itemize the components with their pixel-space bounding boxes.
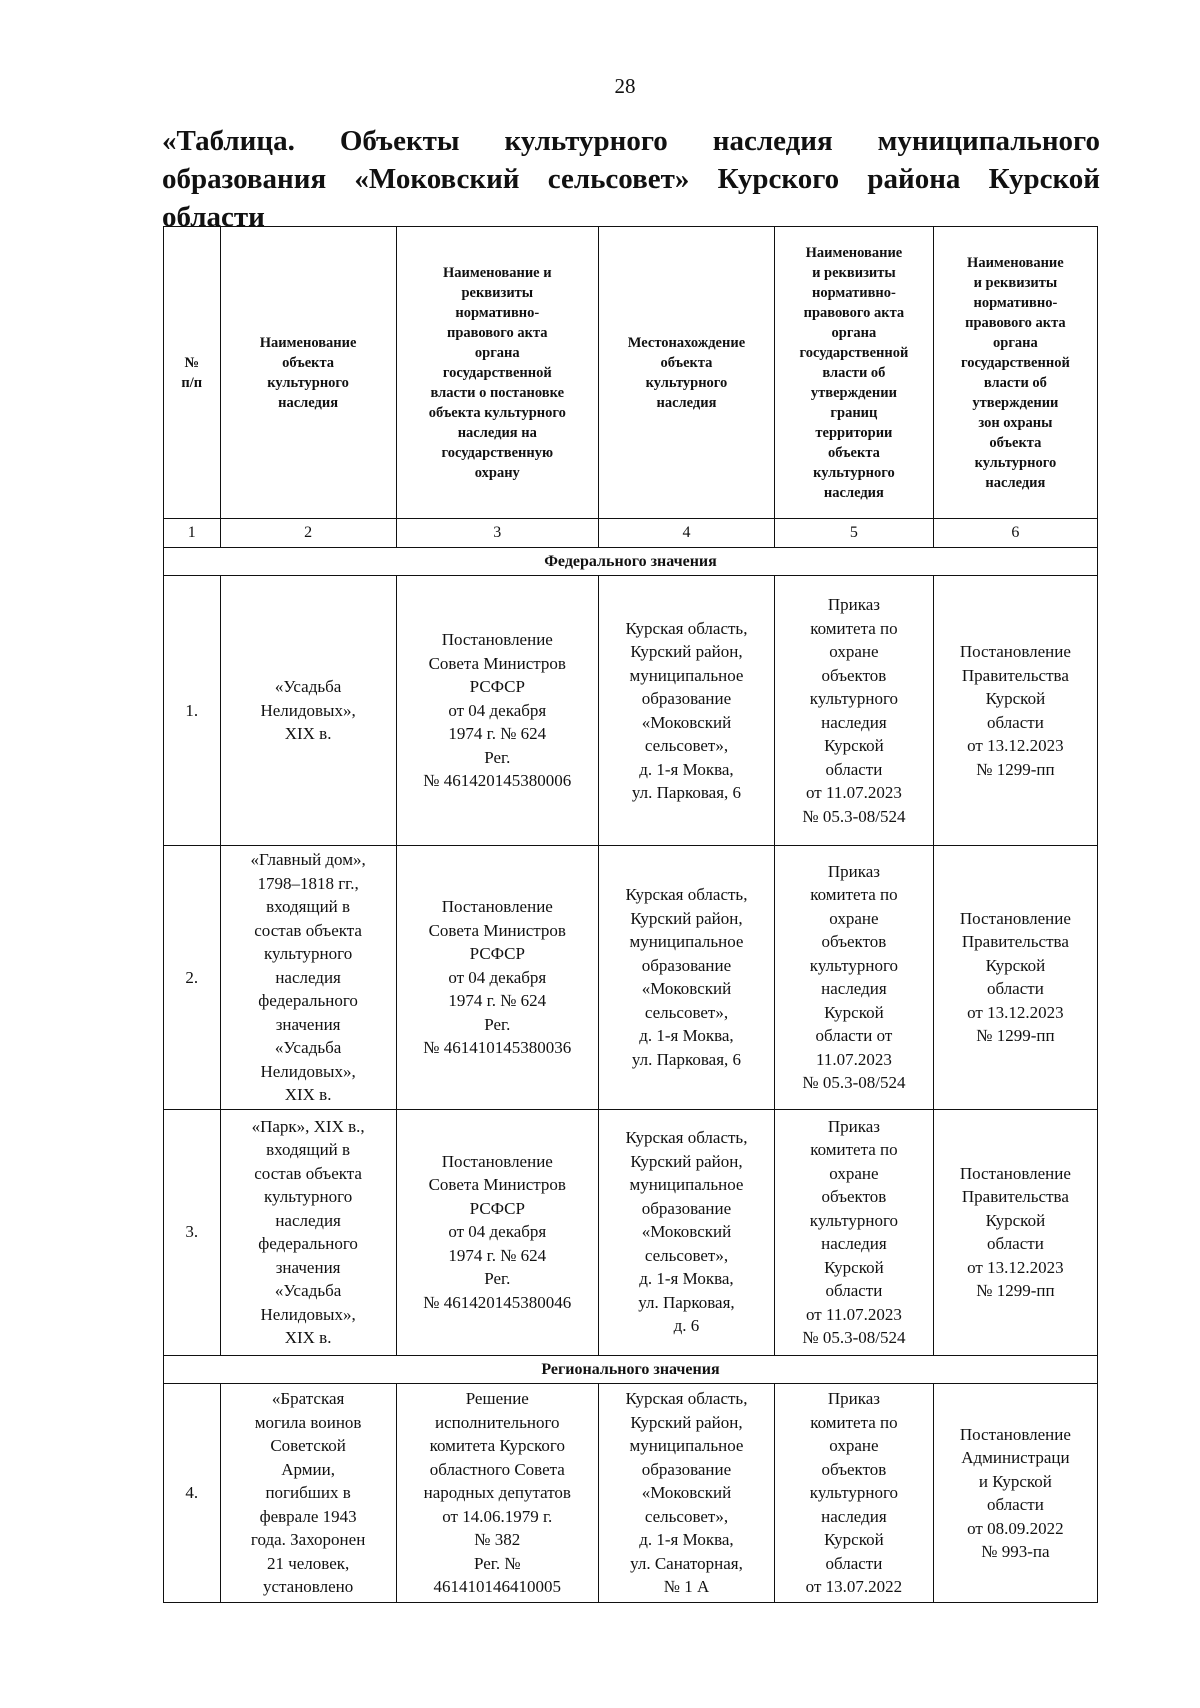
title-line-1: «Таблица. Объекты культурного наследия муниципального xyxy=(162,125,1100,157)
table-header-row xyxy=(164,227,1098,519)
object-name-cell: «Братская могила воинов Советской Армии, погибших в феврале 1943 года. Захоронен 21 человек, установлено xyxy=(220,1384,396,1603)
title-line-2: образования «Моковский сельсовет» Курского района Курской области xyxy=(162,163,1100,233)
header-protection-act: Наименование и реквизиты нормативно- правового акта органа государственной власти о постановке объекта культурного наследия на государственную охрану xyxy=(396,227,598,519)
heritage-table xyxy=(163,226,1098,1603)
header-location: Местонахождение объекта культурного наследия xyxy=(598,227,774,519)
table-row xyxy=(164,846,1098,1110)
borders-act-cell: Приказ комитета по охране объектов культурного наследия Курской области от 13.07.2022 xyxy=(775,1384,934,1603)
object-name-cell: «Усадьба Нелидовых», XIX в. xyxy=(220,576,396,846)
protection-act-cell: Постановление Совета Министров РСФСР от 04 декабря 1974 г. № 624 Рег. № 461420145380046 xyxy=(396,1109,598,1355)
table-row xyxy=(164,1109,1098,1355)
protection-act-cell: Постановление Совета Министров РСФСР от 04 декабря 1974 г. № 624 Рег. № 461410145380036 xyxy=(396,846,598,1110)
column-number: 6 xyxy=(933,519,1097,548)
zones-act-cell: Постановление Правительства Курской области от 13.12.2023 № 1299-пп xyxy=(933,1109,1097,1355)
protection-act-cell: Постановление Совета Министров РСФСР от 04 декабря 1974 г. № 624 Рег. № 461420145380006 xyxy=(396,576,598,846)
zones-act-cell: Постановление Правительства Курской области от 13.12.2023 № 1299-пп xyxy=(933,576,1097,846)
location-cell: Курская область, Курский район, муниципальное образование «Моковский сельсовет», д. 1-я Моква, ул. Парковая, д. 6 xyxy=(598,1109,774,1355)
table-row xyxy=(164,1384,1098,1603)
column-number: 3 xyxy=(396,519,598,548)
header-object-name: Наименование объекта культурного наследия xyxy=(220,227,396,519)
column-number: 4 xyxy=(598,519,774,548)
object-name-cell: «Парк», XIX в., входящий в состав объекта культурного наследия федерального значения «Усадьба Нелидовых», XIX в. xyxy=(220,1109,396,1355)
section-heading-regional: Регионального значения xyxy=(164,1355,1098,1384)
table-row xyxy=(164,576,1098,846)
location-cell: Курская область, Курский район, муниципальное образование «Моковский сельсовет», д. 1-я Моква, ул. Санаторная, № 1 А xyxy=(598,1384,774,1603)
header-borders-act: Наименование и реквизиты нормативно- правового акта органа государственной власти об утверждении границ территории объекта культурного наследия xyxy=(775,227,934,519)
header-number: № п/п xyxy=(164,227,221,519)
page-number: 28 xyxy=(614,74,636,98)
borders-act-cell: Приказ комитета по охране объектов культурного наследия Курской области от 11.07.2023 № 05.3-08/524 xyxy=(775,576,934,846)
zones-act-cell: Постановление Администраци и Курской области от 08.09.2022 № 993-па xyxy=(933,1384,1097,1603)
borders-act-cell: Приказ комитета по охране объектов культурного наследия Курской области от 11.07.2023 № 05.3-08/524 xyxy=(775,1109,934,1355)
column-number: 1 xyxy=(164,519,221,548)
section-row-regional xyxy=(164,1355,1098,1384)
section-row-federal xyxy=(164,547,1098,576)
column-number: 5 xyxy=(775,519,934,548)
section-heading-federal: Федерального значения xyxy=(164,547,1098,576)
protection-act-cell: Решение исполнительного комитета Курского областного Совета народных депутатов от 14.06.1979 г. № 382 Рег. № 461410146410005 xyxy=(396,1384,598,1603)
row-number: 2. xyxy=(164,846,221,1110)
column-number-row xyxy=(164,519,1098,548)
row-number: 3. xyxy=(164,1109,221,1355)
column-number: 2 xyxy=(220,519,396,548)
page-title xyxy=(162,122,1100,236)
borders-act-cell: Приказ комитета по охране объектов культурного наследия Курской области от 11.07.2023 № 05.3-08/524 xyxy=(775,846,934,1110)
zones-act-cell: Постановление Правительства Курской области от 13.12.2023 № 1299-пп xyxy=(933,846,1097,1110)
location-cell: Курская область, Курский район, муниципальное образование «Моковский сельсовет», д. 1-я Моква, ул. Парковая, 6 xyxy=(598,576,774,846)
row-number: 4. xyxy=(164,1384,221,1603)
location-cell: Курская область, Курский район, муниципальное образование «Моковский сельсовет», д. 1-я Моква, ул. Парковая, 6 xyxy=(598,846,774,1110)
row-number: 1. xyxy=(164,576,221,846)
header-zones-act: Наименование и реквизиты нормативно- правового акта органа государственной власти об утверждении зон охраны объекта культурного наследия xyxy=(933,227,1097,519)
object-name-cell: «Главный дом», 1798–1818 гг., входящий в состав объекта культурного наследия федерального значения «Усадьба Нелидовых», XIX в. xyxy=(220,846,396,1110)
